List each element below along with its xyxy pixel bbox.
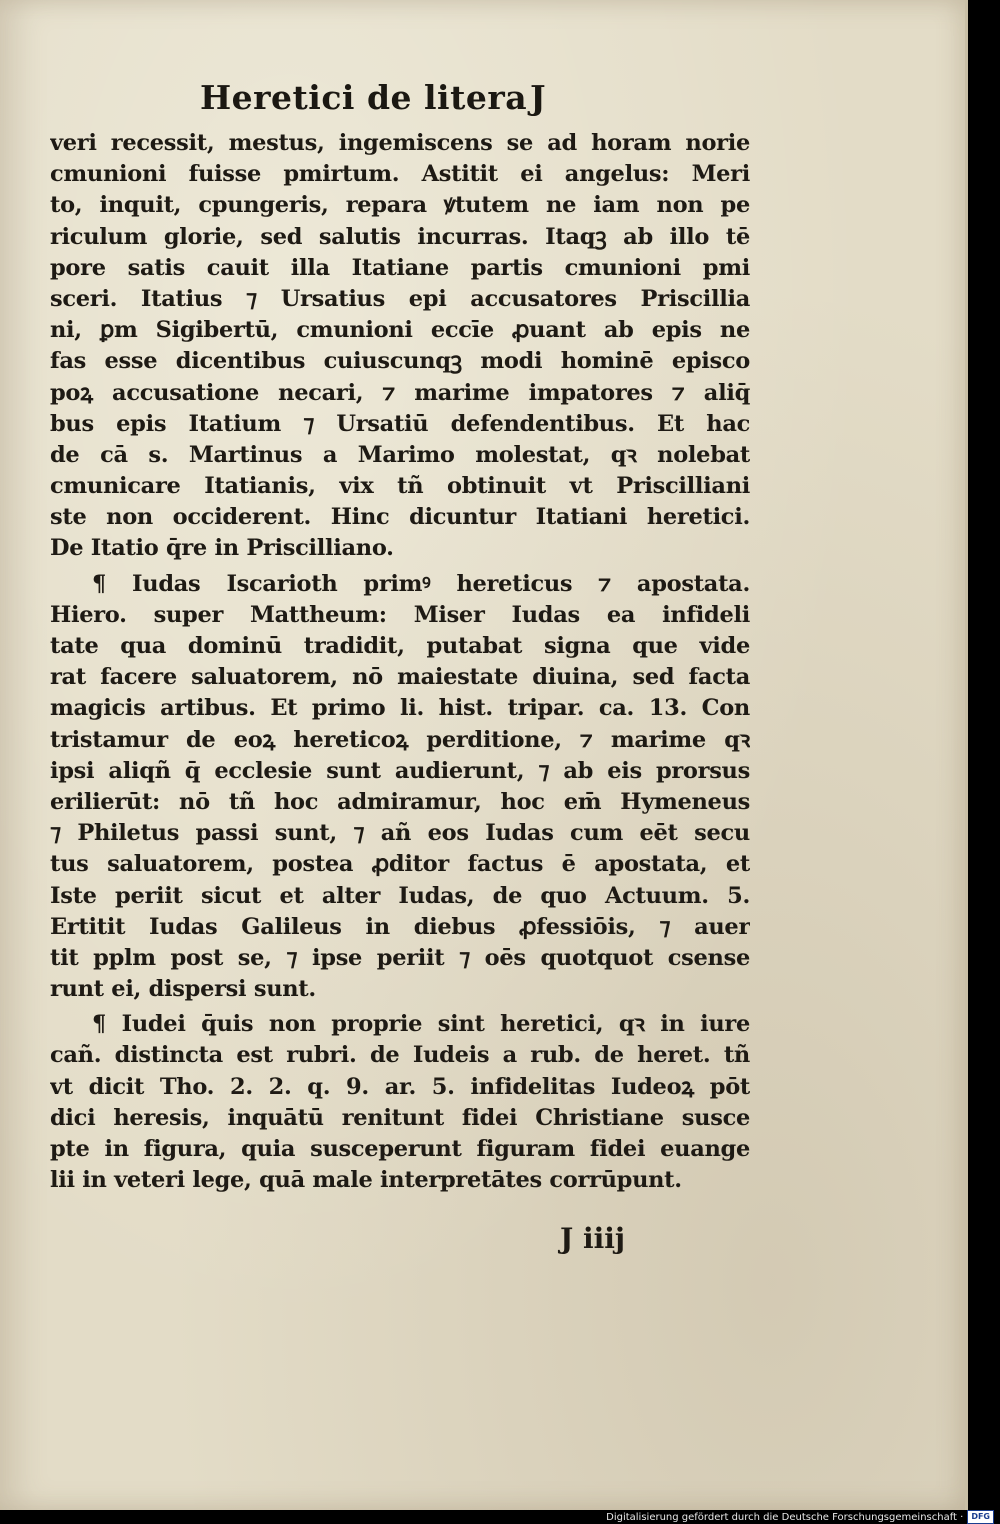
signature-letter: J bbox=[530, 78, 546, 117]
digitization-credit bbox=[600, 1510, 1000, 1524]
running-head: Heretici de litera bbox=[200, 78, 528, 117]
text-line: erilierūt: nō tñ hoc admiramur, hoc em̄ Hymeneus bbox=[50, 788, 750, 815]
text-line: fas esse dicentibus cuiuscunqꝫ modi hominē episco bbox=[50, 348, 750, 375]
text-line: magicis artibus. Et primo li. hist. tripar. ca. 13. Con bbox=[50, 695, 750, 722]
text-line: lii in veteri lege, quā male interpretātes corrūpunt. bbox=[50, 1167, 682, 1194]
page-header bbox=[200, 78, 600, 128]
text-line: to, inquit, cpungeris, repara ꝟtutem ne iam non pe bbox=[50, 192, 750, 219]
paragraph bbox=[50, 1009, 750, 1196]
text-line: bus epis Itatium ⁊ Ursatiū defendentibus. Et hac bbox=[50, 410, 750, 437]
text-line: ⁊ Philetus passi sunt, ⁊ añ eos Iudas cum eēt secu bbox=[50, 820, 750, 847]
credit-text: Digitalisierung gefördert durch die Deutsche Forschungsgemeinschaft · bbox=[606, 1511, 964, 1523]
text-line: runt ei, dispersi sunt. bbox=[50, 976, 316, 1003]
text-line: rat facere saluatorem, nō maiestate diuina, sed facta bbox=[50, 664, 750, 691]
text-line: dici heresis, inquātū renitunt fidei Christiane susce bbox=[50, 1104, 750, 1131]
text-line: sceri. Itatius ⁊ Ursatius epi accusatores Priscillia bbox=[50, 285, 750, 312]
text-line: cañ. distincta est rubri. de Iudeis a rub. de heret. tñ bbox=[50, 1042, 750, 1069]
text-line: poꝝ accusatione necari, ⁊ marime impatores ⁊ aliq̄ bbox=[50, 379, 750, 406]
paragraph bbox=[50, 569, 750, 1006]
text-line: ¶ Iudas Iscarioth primꝰ hereticus ⁊ apostata. bbox=[92, 570, 750, 597]
dfg-logo: DFG bbox=[967, 1510, 994, 1524]
text-line: tus saluatorem, postea ꝓditor factus ē apostata, et bbox=[50, 851, 750, 878]
text-line: riculum glorie, sed salutis incurras. Itaqꝫ ab illo tē bbox=[50, 223, 750, 250]
text-block bbox=[50, 128, 750, 1196]
text-line: Ertitit Iudas Galileus in diebus ꝓfessiōis, ⁊ auer bbox=[50, 913, 750, 940]
text-line: de cā s. Martinus a Marimo molestat, qꝛ nolebat bbox=[50, 441, 750, 468]
text-line: ni, ꝑm Sigibertū, cmunioni eccīe ꝓuant ab epis ne bbox=[50, 317, 750, 344]
text-line: cmunicare Itatianis, vix tñ obtinuit vt Priscilliani bbox=[50, 473, 750, 500]
text-line: pore satis cauit illa Itatiane partis cmunioni pmi bbox=[50, 254, 750, 281]
text-line: cmunioni fuisse pmirtum. Astitit ei angelus: Meri bbox=[50, 161, 750, 188]
text-line: ipsi aliqñ q̄ ecclesie sunt audierunt, ⁊ ab eis prorsus bbox=[50, 757, 750, 784]
text-line: Iste periit sicut et alter Iudas, de quo Actuum. 5. bbox=[50, 882, 750, 909]
text-line: tristamur de eoꝝ hereticoꝝ perditione, ⁊ marime qꝛ bbox=[50, 726, 750, 753]
signature-mark: J iiij bbox=[560, 1222, 626, 1255]
paragraph bbox=[50, 128, 750, 565]
text-line: pte in figura, quia susceperunt figuram fidei euange bbox=[50, 1136, 750, 1162]
text-line: Hiero. super Mattheum: Miser Iudas ea infideli bbox=[50, 601, 750, 628]
text-line: vt dicit Tho. 2. 2. q. 9. ar. 5. infidelitas Iudeoꝝ pōt bbox=[50, 1073, 750, 1100]
text-line: tit pplm post se, ⁊ ipse periit ⁊ oēs quotquot csense bbox=[50, 944, 750, 971]
text-line: ste non occiderent. Hinc dicuntur Itatiani heretici. bbox=[50, 504, 750, 531]
text-line: De Itatio q̄re in Priscilliano. bbox=[50, 535, 394, 562]
text-line: tate qua dominū tradidit, putabat signa que vide bbox=[50, 633, 750, 659]
text-line: ¶ Iudei q̄uis non proprie sint heretici, qꝛ in iure bbox=[92, 1011, 750, 1038]
text-line: veri recessit, mestus, ingemiscens se ad horam norie bbox=[50, 130, 750, 156]
